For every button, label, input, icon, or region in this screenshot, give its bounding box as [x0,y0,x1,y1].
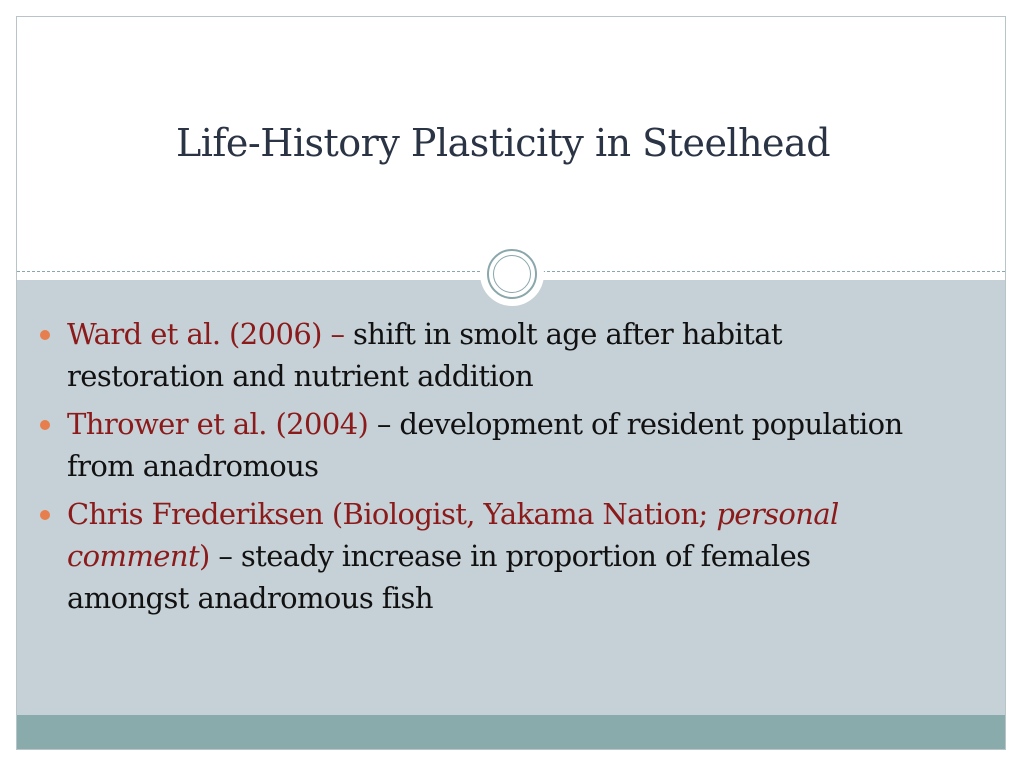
bullet-text: shift in smolt age after habitat restoration and nutrient addition [67,317,782,393]
bullet-citation: Thrower et al. (2004) [67,407,369,441]
title-area [17,17,1005,272]
bullet-item [40,313,940,397]
bullet-citation-end: ) [199,539,210,573]
bullet-citation-italic: personal comment [67,497,839,573]
bullet-dot-icon [40,510,50,520]
bullet-citation: Chris Frederiksen (Biologist, Yakama Nation; [67,497,717,531]
bullet-item [40,493,940,619]
bullet-text: – steady increase in proportion of females amongst anadromous fish [67,539,811,615]
bullet-dot-icon [40,330,50,340]
bullet-dot-icon [40,420,50,430]
bullet-list [40,313,940,625]
divider-ring-inner [493,255,531,293]
footer-band [17,715,1005,749]
bullet-citation: Ward et al. (2006) – [67,317,345,351]
bullet-text: – development of resident population from anadromous [67,407,903,483]
slide-title: Life-History Plasticity in Steelhead [175,121,831,165]
bullet-item [40,403,940,487]
